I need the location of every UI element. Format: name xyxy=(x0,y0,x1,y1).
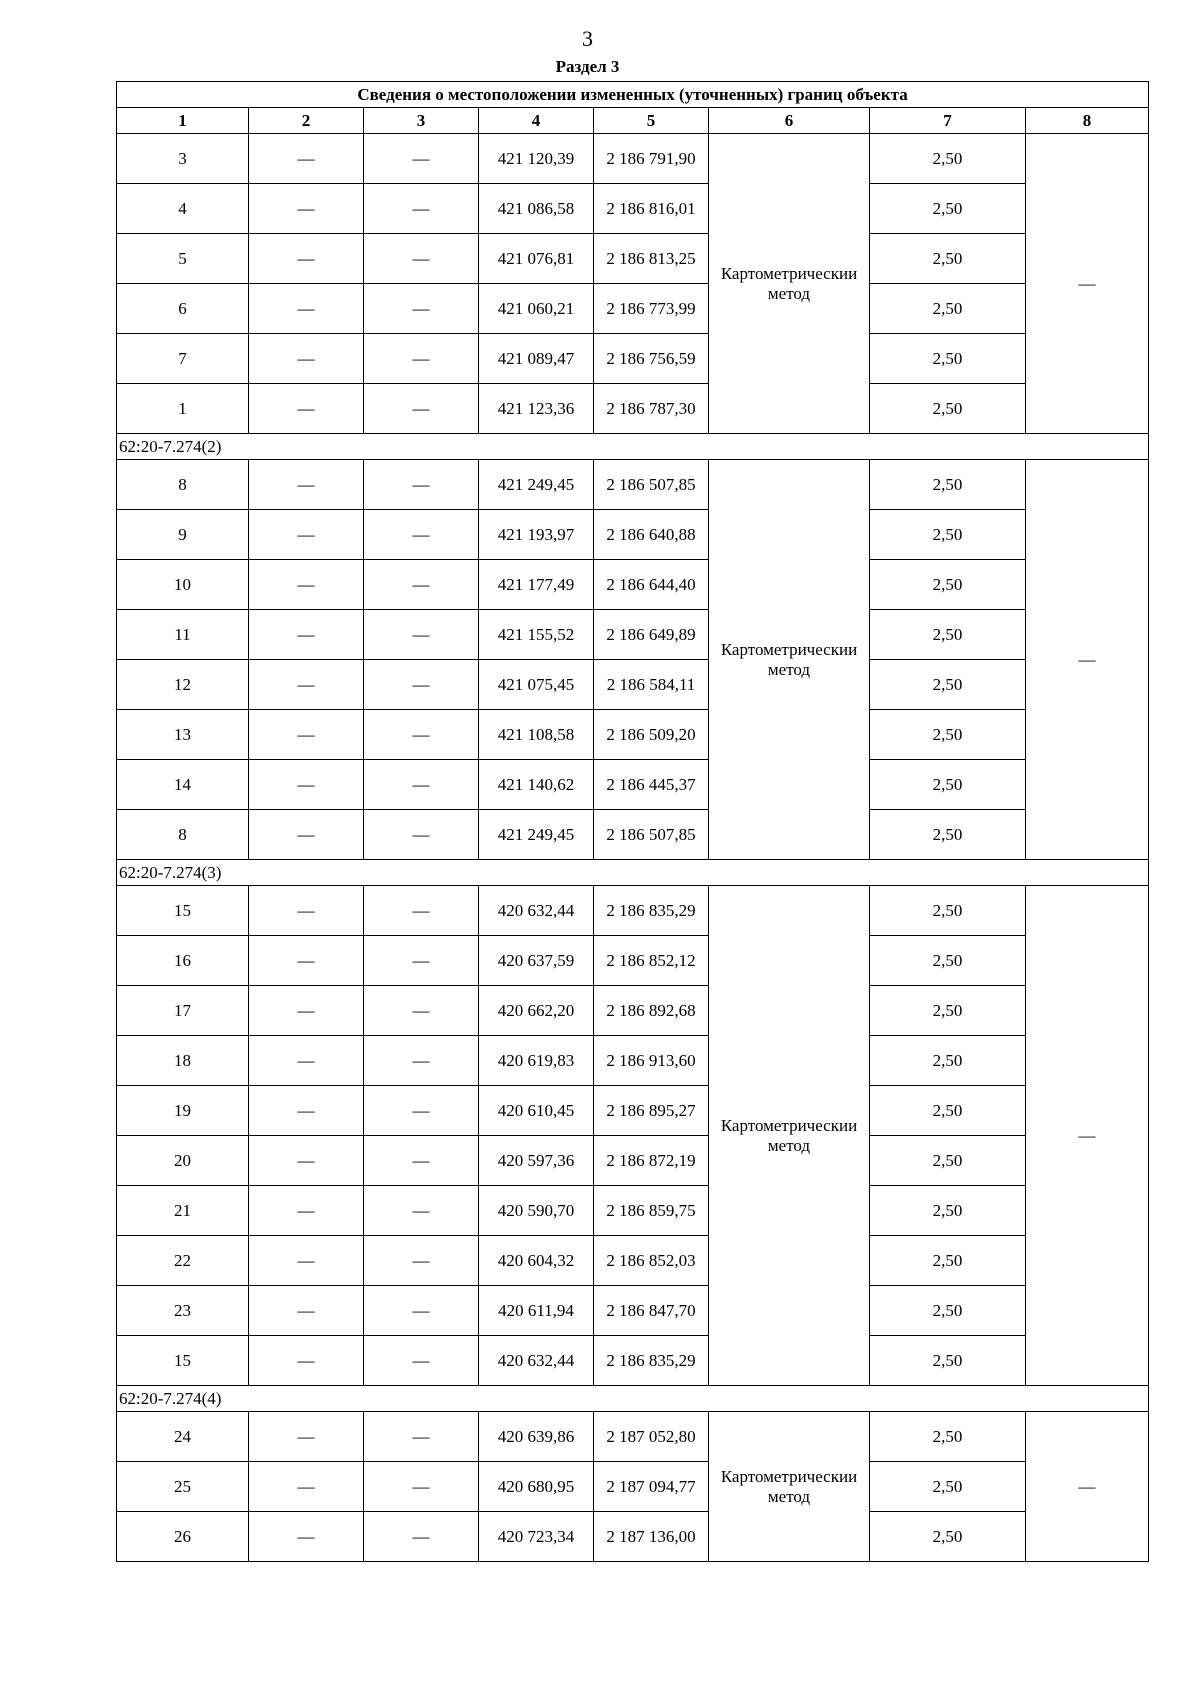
col2-cell: — xyxy=(249,184,364,234)
col2-cell: — xyxy=(249,1462,364,1512)
x-coordinate-cell: 420 637,59 xyxy=(479,936,594,986)
col2-cell: — xyxy=(249,1512,364,1562)
contour-label: 62:20-7.274(4) xyxy=(117,1386,1149,1412)
col2-cell: — xyxy=(249,1136,364,1186)
point-number-cell: 14 xyxy=(117,760,249,810)
table-title: Сведения о местоположении измененных (уточненных) границ объекта xyxy=(117,82,1149,108)
table-row xyxy=(117,234,1149,284)
accuracy-cell: 2,50 xyxy=(870,986,1026,1036)
col2-cell: — xyxy=(249,1036,364,1086)
y-coordinate-cell: 2 186 816,01 xyxy=(594,184,709,234)
x-coordinate-cell: 420 632,44 xyxy=(479,886,594,936)
table-row xyxy=(117,1412,1149,1462)
col2-cell: — xyxy=(249,1286,364,1336)
x-coordinate-cell: 421 076,81 xyxy=(479,234,594,284)
col3-cell: — xyxy=(364,886,479,936)
accuracy-cell: 2,50 xyxy=(870,1036,1026,1086)
column-header: 4 xyxy=(479,108,594,134)
point-number-cell: 15 xyxy=(117,886,249,936)
coordinates-table xyxy=(116,81,1149,1562)
table-row xyxy=(117,1462,1149,1512)
point-number-cell: 21 xyxy=(117,1186,249,1236)
accuracy-cell: 2,50 xyxy=(870,886,1026,936)
col3-cell: — xyxy=(364,986,479,1036)
point-number-cell: 26 xyxy=(117,1512,249,1562)
col2-cell: — xyxy=(249,610,364,660)
x-coordinate-cell: 421 060,21 xyxy=(479,284,594,334)
accuracy-cell: 2,50 xyxy=(870,184,1026,234)
col3-cell: — xyxy=(364,560,479,610)
col3-cell: — xyxy=(364,1512,479,1562)
col2-cell: — xyxy=(249,1236,364,1286)
x-coordinate-cell: 421 249,45 xyxy=(479,810,594,860)
contour-label: 62:20-7.274(2) xyxy=(117,434,1149,460)
y-coordinate-cell: 2 186 644,40 xyxy=(594,560,709,610)
table-row xyxy=(117,510,1149,560)
x-coordinate-cell: 421 089,47 xyxy=(479,334,594,384)
point-number-cell: 8 xyxy=(117,810,249,860)
accuracy-cell: 2,50 xyxy=(870,234,1026,284)
method-cell: Картометрическии метод xyxy=(709,460,870,860)
x-coordinate-cell: 421 108,58 xyxy=(479,710,594,760)
y-coordinate-cell: 2 187 136,00 xyxy=(594,1512,709,1562)
page-number: 3 xyxy=(582,26,593,51)
method-cell: Картометрическии метод xyxy=(709,134,870,434)
y-coordinate-cell: 2 186 895,27 xyxy=(594,1086,709,1136)
table-row xyxy=(117,284,1149,334)
y-coordinate-cell: 2 186 649,89 xyxy=(594,610,709,660)
point-number-cell: 6 xyxy=(117,284,249,334)
x-coordinate-cell: 420 639,86 xyxy=(479,1412,594,1462)
contour-label: 62:20-7.274(3) xyxy=(117,860,1149,886)
y-coordinate-cell: 2 186 852,03 xyxy=(594,1236,709,1286)
col2-cell: — xyxy=(249,710,364,760)
x-coordinate-cell: 421 086,58 xyxy=(479,184,594,234)
accuracy-cell: 2,50 xyxy=(870,936,1026,986)
point-number-cell: 17 xyxy=(117,986,249,1036)
y-coordinate-cell: 2 186 445,37 xyxy=(594,760,709,810)
table-row xyxy=(117,1136,1149,1186)
accuracy-cell: 2,50 xyxy=(870,1236,1026,1286)
accuracy-cell: 2,50 xyxy=(870,460,1026,510)
table-title-row xyxy=(117,82,1149,108)
column-header: 2 xyxy=(249,108,364,134)
table-row xyxy=(117,1336,1149,1386)
point-number-cell: 12 xyxy=(117,660,249,710)
y-coordinate-cell: 2 186 584,11 xyxy=(594,660,709,710)
table-row xyxy=(117,1036,1149,1086)
point-number-cell: 25 xyxy=(117,1462,249,1512)
y-coordinate-cell: 2 186 847,70 xyxy=(594,1286,709,1336)
x-coordinate-cell: 421 193,97 xyxy=(479,510,594,560)
table-row xyxy=(117,1086,1149,1136)
table-row xyxy=(117,936,1149,986)
column-header: 5 xyxy=(594,108,709,134)
col3-cell: — xyxy=(364,660,479,710)
x-coordinate-cell: 421 140,62 xyxy=(479,760,594,810)
col3-cell: — xyxy=(364,1186,479,1236)
col2-cell: — xyxy=(249,660,364,710)
y-coordinate-cell: 2 186 791,90 xyxy=(594,134,709,184)
accuracy-cell: 2,50 xyxy=(870,1136,1026,1186)
y-coordinate-cell: 2 187 052,80 xyxy=(594,1412,709,1462)
table-row xyxy=(117,184,1149,234)
col2-cell: — xyxy=(249,334,364,384)
table-row xyxy=(117,886,1149,936)
accuracy-cell: 2,50 xyxy=(870,334,1026,384)
table-row xyxy=(117,560,1149,610)
table-row xyxy=(117,760,1149,810)
y-coordinate-cell: 2 186 787,30 xyxy=(594,384,709,434)
point-number-cell: 18 xyxy=(117,1036,249,1086)
point-number-cell: 8 xyxy=(117,460,249,510)
point-number-cell: 23 xyxy=(117,1286,249,1336)
col3-cell: — xyxy=(364,1462,479,1512)
col3-cell: — xyxy=(364,134,479,184)
y-coordinate-cell: 2 186 892,68 xyxy=(594,986,709,1036)
col2-cell: — xyxy=(249,510,364,560)
section-title: Раздел 3 xyxy=(555,57,620,76)
table-row xyxy=(117,460,1149,510)
col8-cell: — xyxy=(1026,1412,1149,1562)
x-coordinate-cell: 421 177,49 xyxy=(479,560,594,610)
column-header: 1 xyxy=(117,108,249,134)
point-number-cell: 13 xyxy=(117,710,249,760)
y-coordinate-cell: 2 186 913,60 xyxy=(594,1036,709,1086)
table-row xyxy=(117,810,1149,860)
col3-cell: — xyxy=(364,1336,479,1386)
col2-cell: — xyxy=(249,234,364,284)
accuracy-cell: 2,50 xyxy=(870,760,1026,810)
contour-row xyxy=(117,1386,1149,1412)
y-coordinate-cell: 2 186 773,99 xyxy=(594,284,709,334)
y-coordinate-cell: 2 186 872,19 xyxy=(594,1136,709,1186)
x-coordinate-cell: 420 610,45 xyxy=(479,1086,594,1136)
accuracy-cell: 2,50 xyxy=(870,1086,1026,1136)
col2-cell: — xyxy=(249,986,364,1036)
x-coordinate-cell: 420 662,20 xyxy=(479,986,594,1036)
point-number-cell: 5 xyxy=(117,234,249,284)
contour-row xyxy=(117,860,1149,886)
col2-cell: — xyxy=(249,1186,364,1236)
column-header: 6 xyxy=(709,108,870,134)
accuracy-cell: 2,50 xyxy=(870,710,1026,760)
point-number-cell: 16 xyxy=(117,936,249,986)
accuracy-cell: 2,50 xyxy=(870,510,1026,560)
x-coordinate-cell: 421 075,45 xyxy=(479,660,594,710)
col2-cell: — xyxy=(249,1086,364,1136)
col3-cell: — xyxy=(364,936,479,986)
x-coordinate-cell: 420 723,34 xyxy=(479,1512,594,1562)
method-cell: Картометрическии метод xyxy=(709,886,870,1386)
accuracy-cell: 2,50 xyxy=(870,134,1026,184)
table-row xyxy=(117,986,1149,1036)
y-coordinate-cell: 2 186 507,85 xyxy=(594,810,709,860)
table-row xyxy=(117,1286,1149,1336)
col3-cell: — xyxy=(364,1136,479,1186)
table-row xyxy=(117,134,1149,184)
x-coordinate-cell: 421 155,52 xyxy=(479,610,594,660)
col2-cell: — xyxy=(249,284,364,334)
col2-cell: — xyxy=(249,1412,364,1462)
accuracy-cell: 2,50 xyxy=(870,810,1026,860)
x-coordinate-cell: 421 120,39 xyxy=(479,134,594,184)
accuracy-cell: 2,50 xyxy=(870,1286,1026,1336)
col3-cell: — xyxy=(364,1036,479,1086)
y-coordinate-cell: 2 186 509,20 xyxy=(594,710,709,760)
col2-cell: — xyxy=(249,384,364,434)
col3-cell: — xyxy=(364,334,479,384)
col3-cell: — xyxy=(364,760,479,810)
accuracy-cell: 2,50 xyxy=(870,1512,1026,1562)
y-coordinate-cell: 2 186 640,88 xyxy=(594,510,709,560)
col3-cell: — xyxy=(364,1086,479,1136)
x-coordinate-cell: 420 597,36 xyxy=(479,1136,594,1186)
point-number-cell: 24 xyxy=(117,1412,249,1462)
col3-cell: — xyxy=(364,284,479,334)
y-coordinate-cell: 2 186 859,75 xyxy=(594,1186,709,1236)
col3-cell: — xyxy=(364,234,479,284)
point-number-cell: 1 xyxy=(117,384,249,434)
col2-cell: — xyxy=(249,936,364,986)
col3-cell: — xyxy=(364,810,479,860)
col2-cell: — xyxy=(249,810,364,860)
col3-cell: — xyxy=(364,510,479,560)
table-row xyxy=(117,334,1149,384)
y-coordinate-cell: 2 186 835,29 xyxy=(594,1336,709,1386)
table-row xyxy=(117,710,1149,760)
x-coordinate-cell: 420 590,70 xyxy=(479,1186,594,1236)
point-number-cell: 10 xyxy=(117,560,249,610)
y-coordinate-cell: 2 186 507,85 xyxy=(594,460,709,510)
point-number-cell: 11 xyxy=(117,610,249,660)
col3-cell: — xyxy=(364,384,479,434)
y-coordinate-cell: 2 186 852,12 xyxy=(594,936,709,986)
column-header: 8 xyxy=(1026,108,1149,134)
column-header: 3 xyxy=(364,108,479,134)
point-number-cell: 19 xyxy=(117,1086,249,1136)
point-number-cell: 9 xyxy=(117,510,249,560)
col3-cell: — xyxy=(364,1286,479,1336)
accuracy-cell: 2,50 xyxy=(870,284,1026,334)
x-coordinate-cell: 420 632,44 xyxy=(479,1336,594,1386)
col8-cell: — xyxy=(1026,460,1149,860)
col3-cell: — xyxy=(364,460,479,510)
table-row xyxy=(117,610,1149,660)
accuracy-cell: 2,50 xyxy=(870,1336,1026,1386)
column-header-row xyxy=(117,108,1149,134)
col2-cell: — xyxy=(249,134,364,184)
contour-row xyxy=(117,434,1149,460)
col2-cell: — xyxy=(249,886,364,936)
y-coordinate-cell: 2 186 835,29 xyxy=(594,886,709,936)
col2-cell: — xyxy=(249,760,364,810)
x-coordinate-cell: 420 611,94 xyxy=(479,1286,594,1336)
x-coordinate-cell: 420 619,83 xyxy=(479,1036,594,1086)
accuracy-cell: 2,50 xyxy=(870,560,1026,610)
table-row xyxy=(117,384,1149,434)
col2-cell: — xyxy=(249,1336,364,1386)
col3-cell: — xyxy=(364,1236,479,1286)
x-coordinate-cell: 421 249,45 xyxy=(479,460,594,510)
point-number-cell: 7 xyxy=(117,334,249,384)
col2-cell: — xyxy=(249,560,364,610)
accuracy-cell: 2,50 xyxy=(870,660,1026,710)
accuracy-cell: 2,50 xyxy=(870,1462,1026,1512)
column-header: 7 xyxy=(870,108,1026,134)
table-row xyxy=(117,1186,1149,1236)
table-row xyxy=(117,1512,1149,1562)
point-number-cell: 4 xyxy=(117,184,249,234)
x-coordinate-cell: 420 604,32 xyxy=(479,1236,594,1286)
col3-cell: — xyxy=(364,184,479,234)
x-coordinate-cell: 421 123,36 xyxy=(479,384,594,434)
table-row xyxy=(117,1236,1149,1286)
table-body xyxy=(117,82,1149,1562)
col2-cell: — xyxy=(249,460,364,510)
point-number-cell: 15 xyxy=(117,1336,249,1386)
accuracy-cell: 2,50 xyxy=(870,1186,1026,1236)
accuracy-cell: 2,50 xyxy=(870,384,1026,434)
accuracy-cell: 2,50 xyxy=(870,610,1026,660)
point-number-cell: 3 xyxy=(117,134,249,184)
col3-cell: — xyxy=(364,710,479,760)
col8-cell: — xyxy=(1026,886,1149,1386)
y-coordinate-cell: 2 186 756,59 xyxy=(594,334,709,384)
col8-cell: — xyxy=(1026,134,1149,434)
y-coordinate-cell: 2 186 813,25 xyxy=(594,234,709,284)
col3-cell: — xyxy=(364,610,479,660)
method-cell: Картометрическии метод xyxy=(709,1412,870,1562)
table-row xyxy=(117,660,1149,710)
col3-cell: — xyxy=(364,1412,479,1462)
accuracy-cell: 2,50 xyxy=(870,1412,1026,1462)
point-number-cell: 22 xyxy=(117,1236,249,1286)
point-number-cell: 20 xyxy=(117,1136,249,1186)
y-coordinate-cell: 2 187 094,77 xyxy=(594,1462,709,1512)
x-coordinate-cell: 420 680,95 xyxy=(479,1462,594,1512)
